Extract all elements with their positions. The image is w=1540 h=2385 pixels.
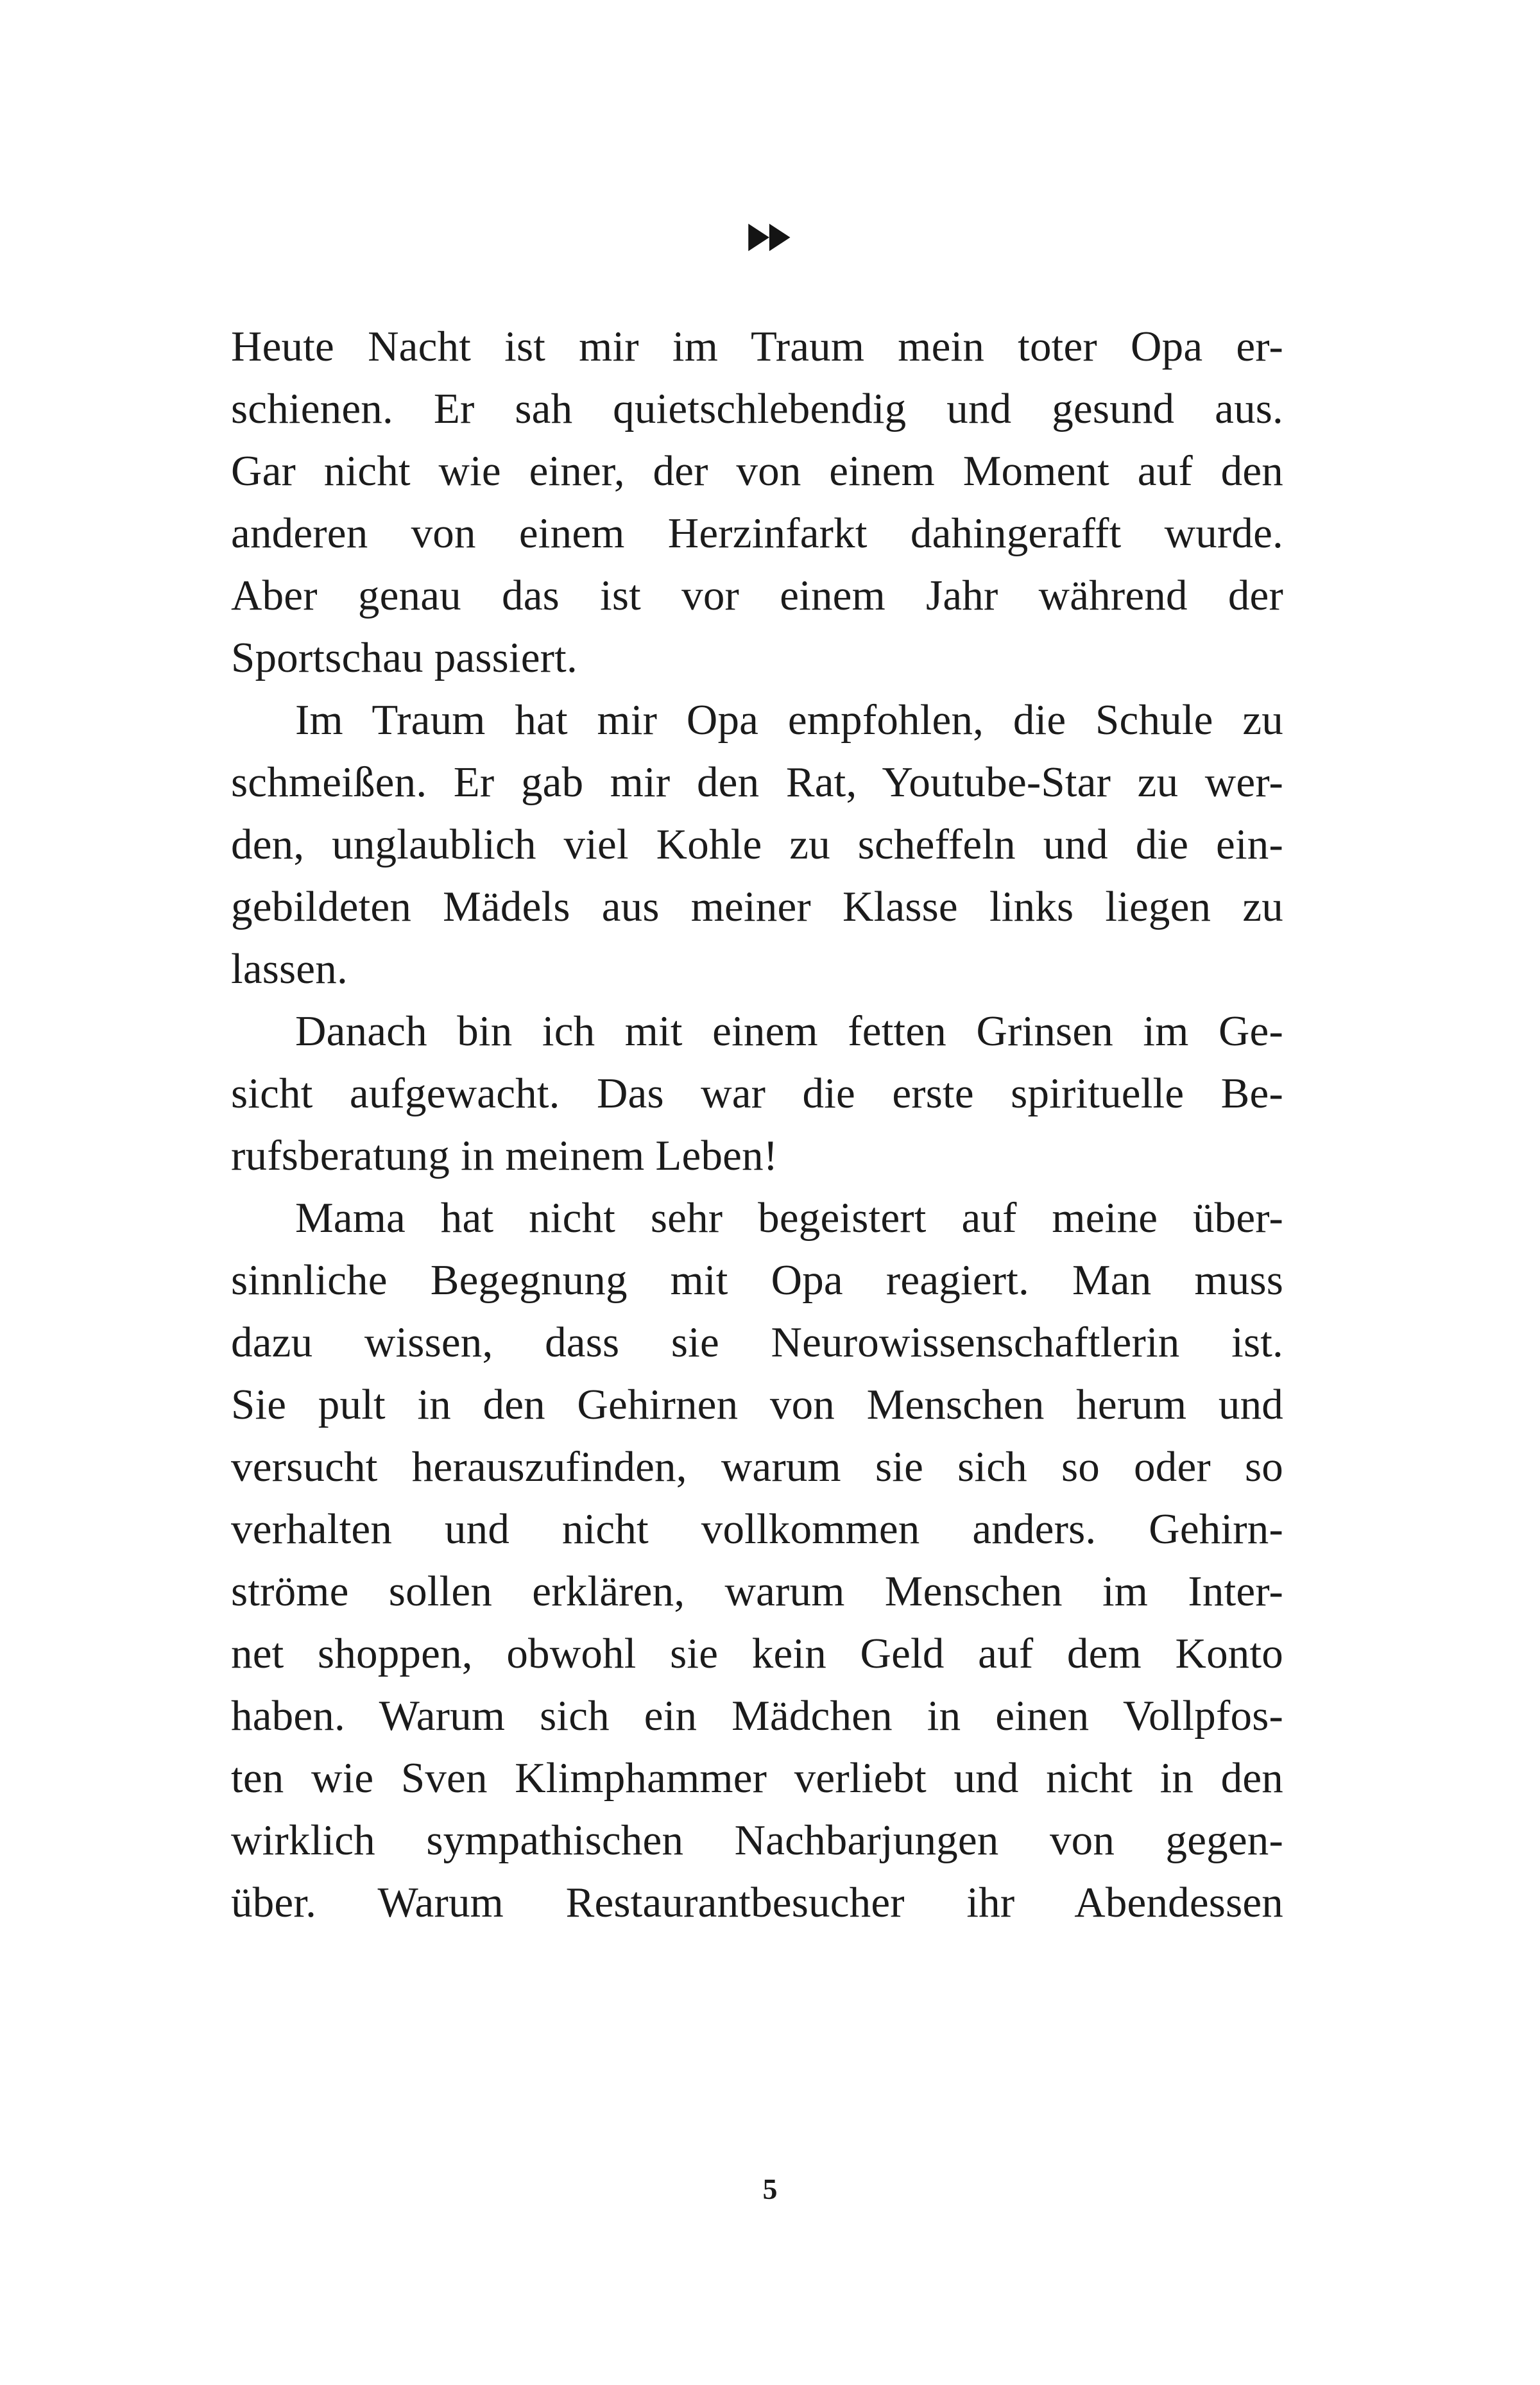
text-line: haben. Warum sich ein Mädchen in einen Vollpfos- — [231, 1692, 1283, 1740]
text-line: schienen. Er sah quietschlebendig und gesund aus. — [231, 385, 1283, 432]
text-line: Mama hat nicht sehr begeistert auf meine über- — [295, 1194, 1283, 1242]
text-line: Sportschau passiert. — [231, 634, 578, 681]
paragraph — [231, 1000, 1283, 1187]
text-line: lassen. — [231, 945, 348, 993]
paragraph — [231, 1187, 1283, 1934]
text-line: Heute Nacht ist mir im Traum mein toter Opa er- — [231, 323, 1283, 370]
text-line: schmeißen. Er gab mir den Rat, Youtube-Star zu wer- — [231, 758, 1283, 806]
text-line: verhalten und nicht vollkommen anders. Gehirn- — [231, 1505, 1283, 1553]
text-line: net shoppen, obwohl sie kein Geld auf dem Konto — [231, 1630, 1283, 1677]
text-line: Danach bin ich mit einem fetten Grinsen im Ge- — [295, 1007, 1283, 1055]
paragraph — [231, 689, 1283, 1000]
text-line: sinnliche Begegnung mit Opa reagiert. Man muss — [231, 1256, 1283, 1304]
text-line: versucht herauszufinden, warum sie sich so oder so — [231, 1443, 1283, 1491]
text-line: Aber genau das ist vor einem Jahr während der — [231, 572, 1283, 619]
text-line: Im Traum hat mir Opa empfohlen, die Schule zu — [295, 696, 1283, 744]
text-line: Sie pult in den Gehirnen von Menschen herum und — [231, 1381, 1283, 1428]
text-line: anderen von einem Herzinfarkt dahingerafft wurde. — [231, 509, 1283, 557]
text-line: dazu wissen, dass sie Neurowissenschaftlerin ist. — [231, 1319, 1283, 1366]
text-line: gebildeten Mädels aus meiner Klasse links liegen zu — [231, 883, 1283, 930]
text-line: rufsberatung in meinem Leben! — [231, 1132, 778, 1179]
text-line: Gar nicht wie einer, der von einem Moment auf den — [231, 447, 1283, 495]
text-line: ströme sollen erklären, warum Menschen im Inter- — [231, 1568, 1283, 1615]
page-number: 5 — [762, 2173, 778, 2205]
page-text — [231, 316, 1283, 1934]
paragraph — [231, 316, 1283, 689]
fast-forward-icon — [0, 221, 1540, 257]
text-line: über. Warum Restaurantbesucher ihr Abendessen — [231, 1879, 1283, 1926]
text-line: sicht aufgewacht. Das war die erste spirituelle Be- — [231, 1070, 1283, 1117]
text-line: wirklich sympathischen Nachbarjungen von gegen- — [231, 1817, 1283, 1864]
text-line: ten wie Sven Klimphammer verliebt und nicht in den — [231, 1754, 1283, 1802]
text-line: den, unglaublich viel Kohle zu scheffeln und die ein- — [231, 821, 1283, 868]
